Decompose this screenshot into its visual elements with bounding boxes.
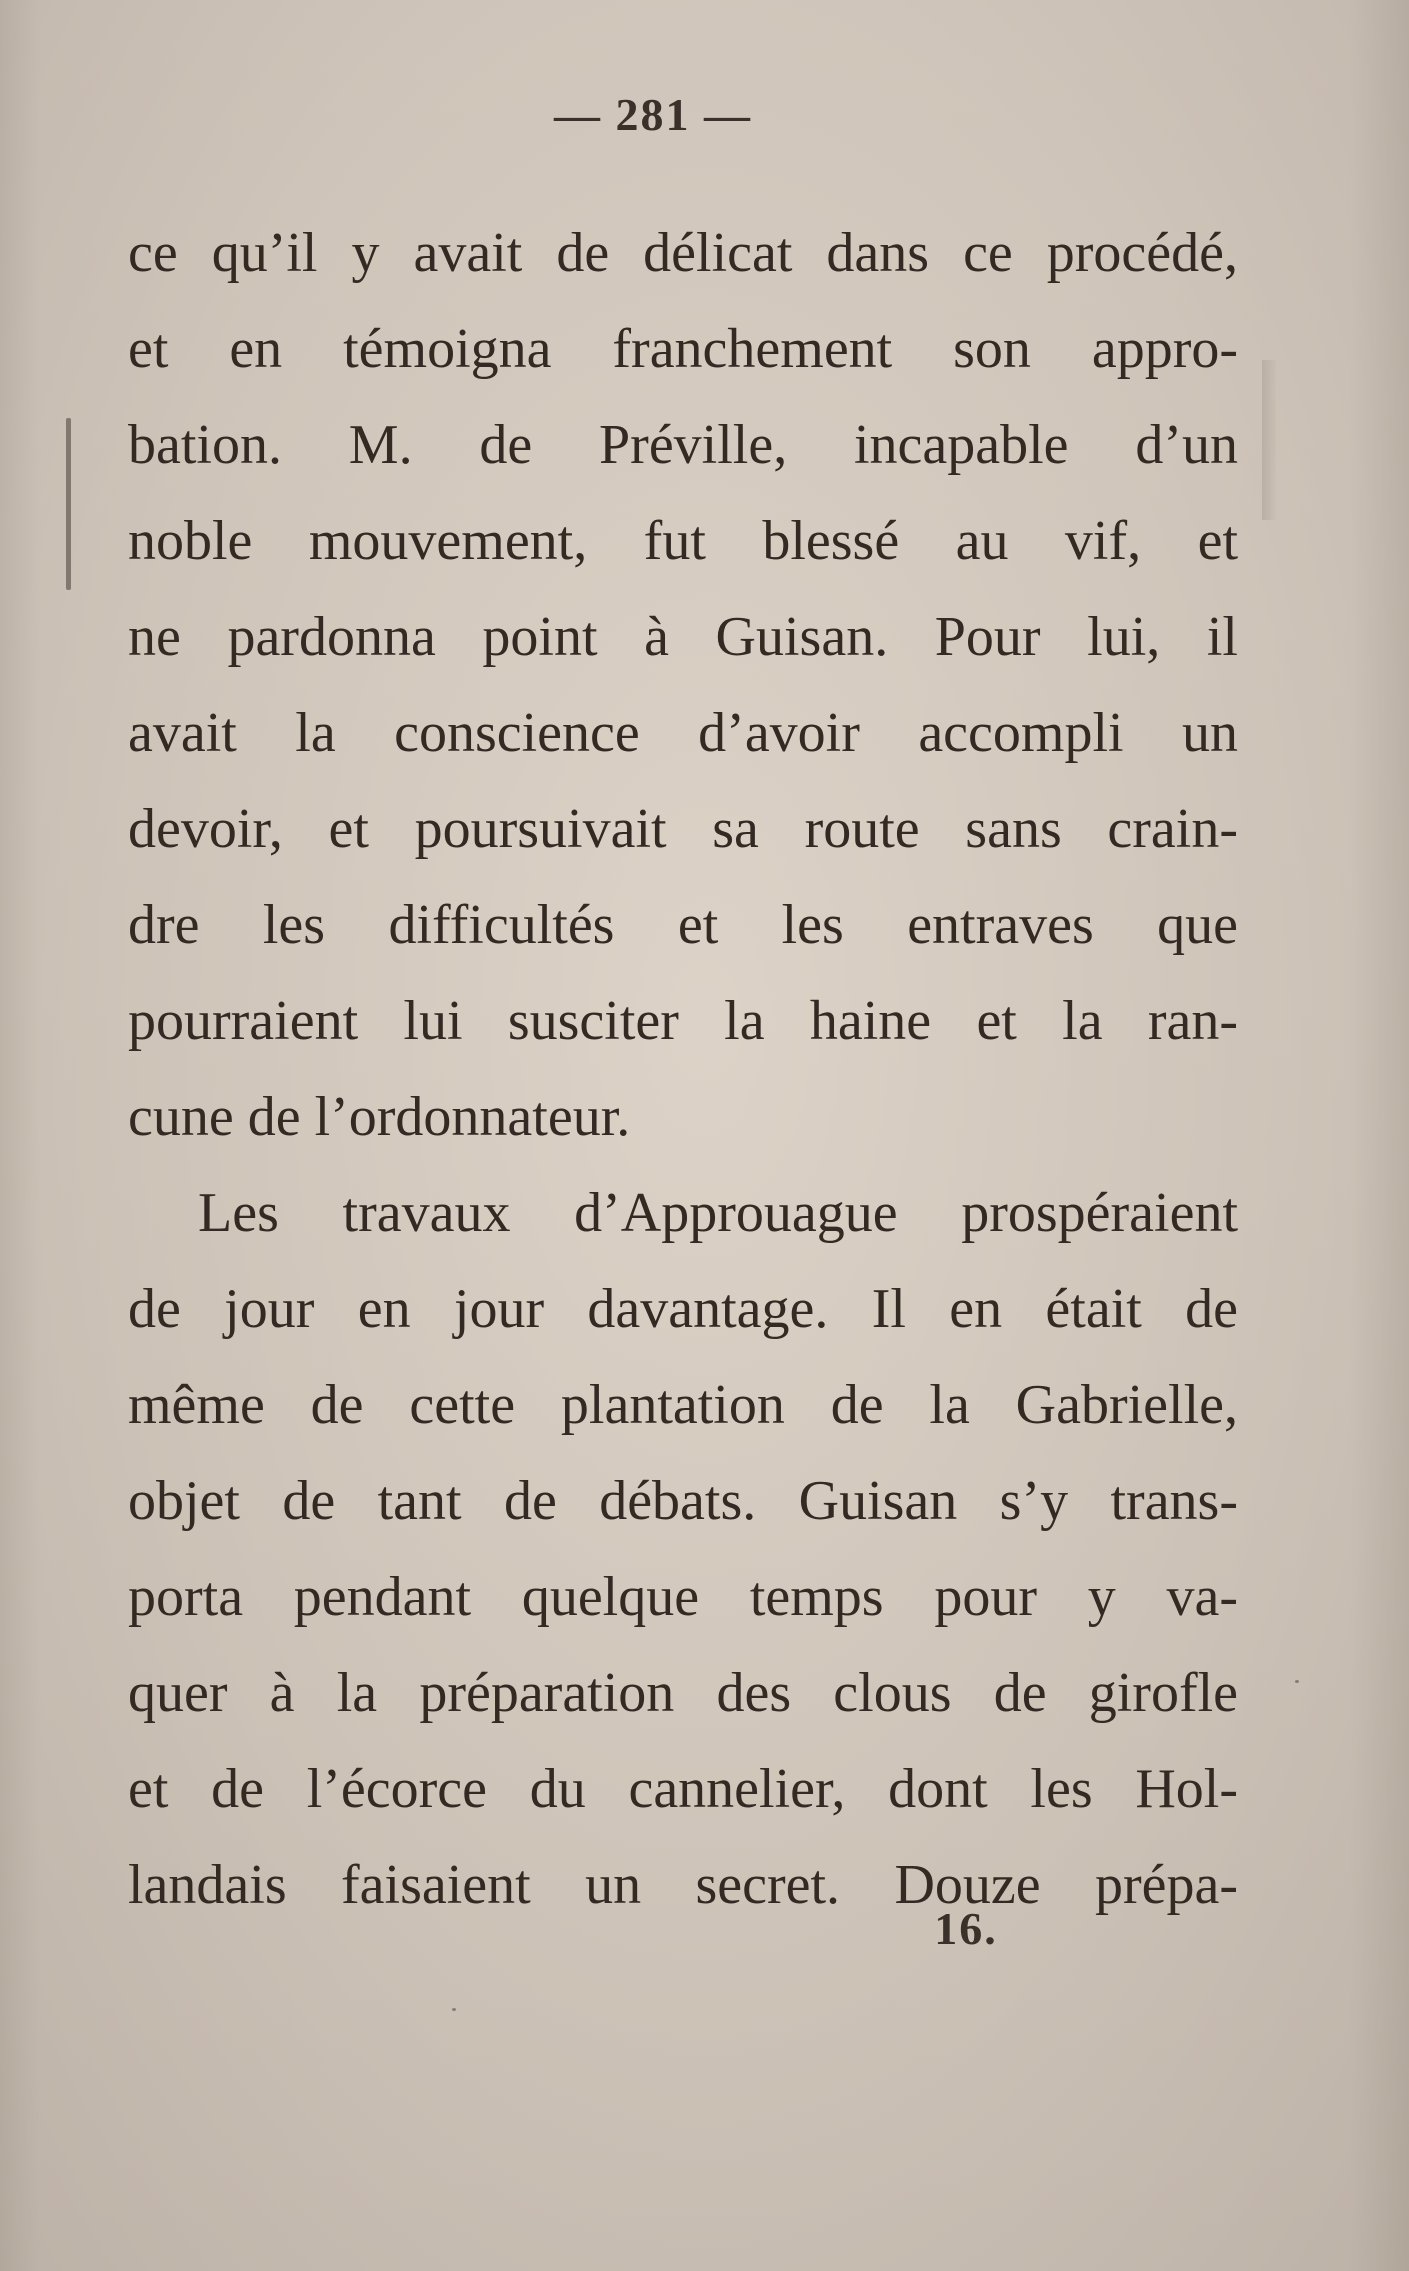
text-line: bation. M. de Préville, incapable d’un bbox=[128, 414, 1238, 476]
body-text bbox=[128, 205, 1238, 1933]
paper-speck bbox=[1295, 1680, 1299, 1683]
text-line: et en témoigna franchement son appro- bbox=[128, 318, 1238, 380]
text-line-paragraph-end: cune de l’ordonnateur. bbox=[128, 1086, 631, 1148]
paper-fold-mark bbox=[1262, 360, 1276, 520]
page-number-header: — 281 — bbox=[554, 89, 752, 140]
text-line: porta pendant quelque temps pour y va- bbox=[128, 1566, 1238, 1628]
text-line: et de l’écorce du cannelier, dont les Hol- bbox=[128, 1758, 1238, 1820]
text-line: quer à la préparation des clous de girofle bbox=[128, 1662, 1238, 1724]
text-line: ne pardonna point à Guisan. Pour lui, il bbox=[128, 606, 1238, 668]
margin-pencil-mark bbox=[66, 418, 71, 590]
text-line: avait la conscience d’avoir accompli un bbox=[128, 702, 1238, 764]
signature-mark: 16. bbox=[934, 1903, 998, 1954]
text-line-paragraph-start: Les travaux d’Approuague prospéraient bbox=[198, 1182, 1238, 1244]
text-line: devoir, et poursuivait sa route sans crain- bbox=[128, 798, 1238, 860]
text-line: dre les difficultés et les entraves que bbox=[128, 894, 1238, 956]
text-line: objet de tant de débats. Guisan s’y trans- bbox=[128, 1470, 1238, 1532]
text-line: landais faisaient un secret. Douze prépa- bbox=[128, 1854, 1238, 1916]
paper-speck bbox=[452, 2008, 456, 2011]
text-line: même de cette plantation de la Gabrielle, bbox=[128, 1374, 1238, 1436]
text-line: noble mouvement, fut blessé au vif, et bbox=[128, 510, 1238, 572]
text-line: ce qu’il y avait de délicat dans ce procédé, bbox=[128, 222, 1238, 284]
text-line: de jour en jour davantage. Il en était de bbox=[128, 1278, 1238, 1340]
text-line: pourraient lui susciter la haine et la ran- bbox=[128, 990, 1238, 1052]
